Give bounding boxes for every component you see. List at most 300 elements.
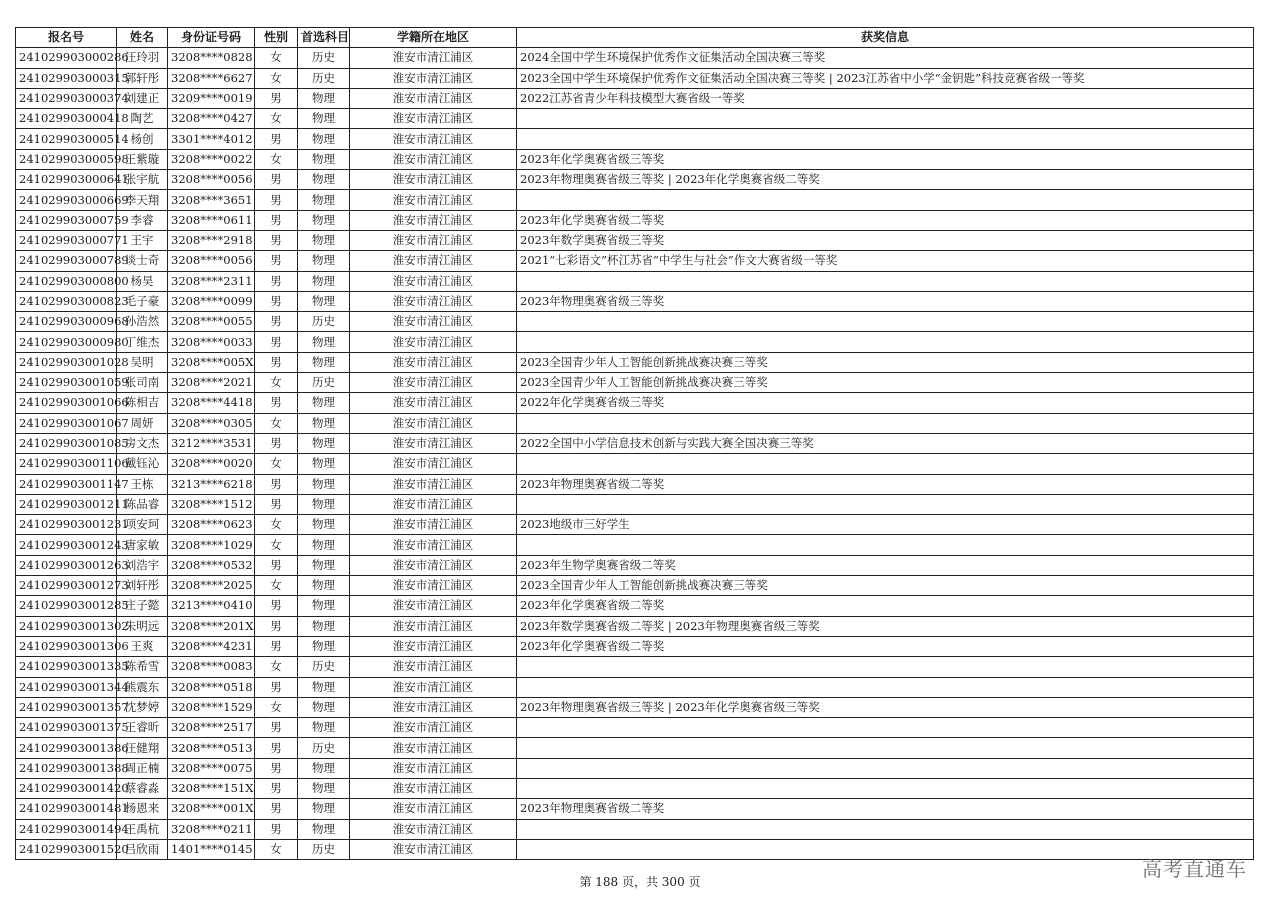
subject-cell: 物理 bbox=[298, 474, 350, 494]
registration-no-cell: 241029903000759 bbox=[16, 210, 117, 230]
gender-cell: 女 bbox=[255, 68, 298, 88]
gender-cell: 男 bbox=[255, 616, 298, 636]
id-number-cell: 3208****2311 bbox=[168, 271, 255, 291]
id-number-cell: 3208****0611 bbox=[168, 210, 255, 230]
gender-cell: 女 bbox=[255, 149, 298, 169]
name-cell: 杨昊 bbox=[117, 271, 168, 291]
column-header-registration-no: 报名号 bbox=[16, 28, 117, 48]
name-cell: 陈相吉 bbox=[117, 393, 168, 413]
region-cell: 淮安市清江浦区 bbox=[350, 494, 517, 514]
awards-cell: 2023年化学奥赛省级二等奖 bbox=[517, 596, 1254, 616]
table-row bbox=[16, 109, 1254, 129]
registration-no-cell: 241029903000374 bbox=[16, 88, 117, 108]
table-row bbox=[16, 819, 1254, 839]
name-cell: 陶艺 bbox=[117, 109, 168, 129]
name-cell: 刘浩宇 bbox=[117, 555, 168, 575]
registration-no-cell: 241029903000514 bbox=[16, 129, 117, 149]
id-number-cell: 3208****0211 bbox=[168, 819, 255, 839]
watermark-text: 高考直通车 bbox=[1142, 857, 1247, 881]
awards-cell bbox=[517, 109, 1254, 129]
registration-no-cell: 241029903001211 bbox=[16, 494, 117, 514]
subject-cell: 物理 bbox=[298, 88, 350, 108]
subject-cell: 物理 bbox=[298, 677, 350, 697]
id-number-cell: 3208****0518 bbox=[168, 677, 255, 697]
name-cell: 陈希雪 bbox=[117, 657, 168, 677]
subject-cell: 历史 bbox=[298, 839, 350, 859]
region-cell: 淮安市清江浦区 bbox=[350, 433, 517, 453]
name-cell: 吴明 bbox=[117, 352, 168, 372]
region-cell: 淮安市清江浦区 bbox=[350, 332, 517, 352]
table-row bbox=[16, 433, 1254, 453]
subject-cell: 物理 bbox=[298, 210, 350, 230]
subject-cell: 历史 bbox=[298, 373, 350, 393]
subject-cell: 物理 bbox=[298, 758, 350, 778]
awards-cell: 2023全国青少年人工智能创新挑战赛决赛三等奖 bbox=[517, 352, 1254, 372]
gender-cell: 男 bbox=[255, 778, 298, 798]
subject-cell: 物理 bbox=[298, 251, 350, 271]
name-cell: 王禹杭 bbox=[117, 819, 168, 839]
awards-cell: 2023年物理奥赛省级三等奖 | 2023年化学奥赛省级三等奖 bbox=[517, 697, 1254, 717]
region-cell: 淮安市清江浦区 bbox=[350, 373, 517, 393]
name-cell: 沈梦婷 bbox=[117, 697, 168, 717]
awards-cell bbox=[517, 454, 1254, 474]
awards-cell: 2023年物理奥赛省级三等奖 | 2023年化学奥赛省级二等奖 bbox=[517, 170, 1254, 190]
subject-cell: 物理 bbox=[298, 129, 350, 149]
gender-cell: 男 bbox=[255, 210, 298, 230]
table-row bbox=[16, 271, 1254, 291]
name-cell: 王栋 bbox=[117, 474, 168, 494]
awards-cell bbox=[517, 758, 1254, 778]
column-header-id-number: 身份证号码 bbox=[168, 28, 255, 48]
id-number-cell: 3208****151X bbox=[168, 778, 255, 798]
table-row bbox=[16, 596, 1254, 616]
name-cell: 项安珂 bbox=[117, 515, 168, 535]
gender-cell: 男 bbox=[255, 332, 298, 352]
admission-table bbox=[15, 27, 1254, 860]
region-cell: 淮安市清江浦区 bbox=[350, 576, 517, 596]
awards-cell: 2024全国中学生环境保护优秀作文征集活动全国决赛三等奖 bbox=[517, 48, 1254, 68]
name-cell: 房文杰 bbox=[117, 433, 168, 453]
table-row bbox=[16, 48, 1254, 68]
subject-cell: 历史 bbox=[298, 48, 350, 68]
subject-cell: 物理 bbox=[298, 149, 350, 169]
region-cell: 淮安市清江浦区 bbox=[350, 291, 517, 311]
region-cell: 淮安市清江浦区 bbox=[350, 312, 517, 332]
table-row bbox=[16, 677, 1254, 697]
region-cell: 淮安市清江浦区 bbox=[350, 129, 517, 149]
registration-no-cell: 241029903001147 bbox=[16, 474, 117, 494]
gender-cell: 女 bbox=[255, 109, 298, 129]
column-header-gender: 性别 bbox=[255, 28, 298, 48]
registration-no-cell: 241029903001344 bbox=[16, 677, 117, 697]
awards-cell bbox=[517, 778, 1254, 798]
registration-no-cell: 241029903001273 bbox=[16, 576, 117, 596]
awards-cell: 2023全国青少年人工智能创新挑战赛决赛三等奖 bbox=[517, 576, 1254, 596]
subject-cell: 历史 bbox=[298, 738, 350, 758]
table-row bbox=[16, 839, 1254, 859]
region-cell: 淮安市清江浦区 bbox=[350, 819, 517, 839]
table-row bbox=[16, 129, 1254, 149]
id-number-cell: 3208****001X bbox=[168, 799, 255, 819]
table-row bbox=[16, 697, 1254, 717]
awards-cell: 2021“七彩语文”杯江苏省“中学生与社会”作文大赛省级一等奖 bbox=[517, 251, 1254, 271]
table-row bbox=[16, 738, 1254, 758]
registration-no-cell: 241029903000800 bbox=[16, 271, 117, 291]
table-row bbox=[16, 515, 1254, 535]
table-row bbox=[16, 494, 1254, 514]
subject-cell: 物理 bbox=[298, 515, 350, 535]
gender-cell: 女 bbox=[255, 413, 298, 433]
page-footer: 第 188 页，共 300 页 bbox=[579, 875, 701, 889]
region-cell: 淮安市清江浦区 bbox=[350, 230, 517, 250]
table-row bbox=[16, 393, 1254, 413]
region-cell: 淮安市清江浦区 bbox=[350, 677, 517, 697]
id-number-cell: 3208****2021 bbox=[168, 373, 255, 393]
table-row bbox=[16, 636, 1254, 656]
name-cell: 李天翔 bbox=[117, 190, 168, 210]
region-cell: 淮安市清江浦区 bbox=[350, 718, 517, 738]
table-row bbox=[16, 555, 1254, 575]
table-row bbox=[16, 718, 1254, 738]
id-number-cell: 3208****0828 bbox=[168, 48, 255, 68]
subject-cell: 物理 bbox=[298, 454, 350, 474]
id-number-cell: 3208****0099 bbox=[168, 291, 255, 311]
gender-cell: 男 bbox=[255, 819, 298, 839]
region-cell: 淮安市清江浦区 bbox=[350, 210, 517, 230]
name-cell: 吕欣雨 bbox=[117, 839, 168, 859]
name-cell: 杨恩来 bbox=[117, 799, 168, 819]
gender-cell: 女 bbox=[255, 454, 298, 474]
name-cell: 朱明远 bbox=[117, 616, 168, 636]
subject-cell: 物理 bbox=[298, 616, 350, 636]
id-number-cell: 3208****0020 bbox=[168, 454, 255, 474]
name-cell: 张宇航 bbox=[117, 170, 168, 190]
subject-cell: 物理 bbox=[298, 393, 350, 413]
region-cell: 淮安市清江浦区 bbox=[350, 474, 517, 494]
id-number-cell: 3212****3531 bbox=[168, 433, 255, 453]
awards-cell: 2022江苏省青少年科技模型大赛省级一等奖 bbox=[517, 88, 1254, 108]
name-cell: 唐家敏 bbox=[117, 535, 168, 555]
id-number-cell: 3208****3651 bbox=[168, 190, 255, 210]
region-cell: 淮安市清江浦区 bbox=[350, 616, 517, 636]
name-cell: 庄子懿 bbox=[117, 596, 168, 616]
awards-cell: 2022年化学奥赛省级三等奖 bbox=[517, 393, 1254, 413]
region-cell: 淮安市清江浦区 bbox=[350, 839, 517, 859]
gender-cell: 男 bbox=[255, 758, 298, 778]
id-number-cell: 3208****2517 bbox=[168, 718, 255, 738]
region-cell: 淮安市清江浦区 bbox=[350, 778, 517, 798]
gender-cell: 男 bbox=[255, 170, 298, 190]
registration-no-cell: 241029903000823 bbox=[16, 291, 117, 311]
registration-no-cell: 241029903000315 bbox=[16, 68, 117, 88]
gender-cell: 男 bbox=[255, 433, 298, 453]
registration-no-cell: 241029903001306 bbox=[16, 636, 117, 656]
region-cell: 淮安市清江浦区 bbox=[350, 799, 517, 819]
id-number-cell: 3208****0623 bbox=[168, 515, 255, 535]
subject-cell: 历史 bbox=[298, 68, 350, 88]
registration-no-cell: 241029903001420 bbox=[16, 778, 117, 798]
gender-cell: 男 bbox=[255, 718, 298, 738]
registration-no-cell: 241029903001386 bbox=[16, 738, 117, 758]
subject-cell: 物理 bbox=[298, 819, 350, 839]
id-number-cell: 3208****0022 bbox=[168, 149, 255, 169]
awards-cell bbox=[517, 535, 1254, 555]
id-number-cell: 3208****6627 bbox=[168, 68, 255, 88]
registration-no-cell: 241029903001243 bbox=[16, 535, 117, 555]
name-cell: 王睿昕 bbox=[117, 718, 168, 738]
region-cell: 淮安市清江浦区 bbox=[350, 170, 517, 190]
subject-cell: 物理 bbox=[298, 109, 350, 129]
name-cell: 丁维杰 bbox=[117, 332, 168, 352]
region-cell: 淮安市清江浦区 bbox=[350, 758, 517, 778]
name-cell: 毛子豪 bbox=[117, 291, 168, 311]
table-row bbox=[16, 373, 1254, 393]
table-row bbox=[16, 778, 1254, 798]
subject-cell: 物理 bbox=[298, 271, 350, 291]
gender-cell: 女 bbox=[255, 535, 298, 555]
table-row bbox=[16, 576, 1254, 596]
awards-cell bbox=[517, 657, 1254, 677]
table-row bbox=[16, 230, 1254, 250]
name-cell: 周妍 bbox=[117, 413, 168, 433]
name-cell: 张司南 bbox=[117, 373, 168, 393]
gender-cell: 女 bbox=[255, 515, 298, 535]
registration-no-cell: 241029903001481 bbox=[16, 799, 117, 819]
registration-no-cell: 241029903000418 bbox=[16, 109, 117, 129]
name-cell: 郭轩彤 bbox=[117, 68, 168, 88]
region-cell: 淮安市清江浦区 bbox=[350, 555, 517, 575]
region-cell: 淮安市清江浦区 bbox=[350, 454, 517, 474]
region-cell: 淮安市清江浦区 bbox=[350, 251, 517, 271]
region-cell: 淮安市清江浦区 bbox=[350, 352, 517, 372]
gender-cell: 男 bbox=[255, 555, 298, 575]
gender-cell: 女 bbox=[255, 48, 298, 68]
id-number-cell: 3208****0055 bbox=[168, 312, 255, 332]
region-cell: 淮安市清江浦区 bbox=[350, 88, 517, 108]
gender-cell: 男 bbox=[255, 596, 298, 616]
awards-cell: 2023年物理奥赛省级二等奖 bbox=[517, 799, 1254, 819]
name-cell: 汪玲羽 bbox=[117, 48, 168, 68]
gender-cell: 男 bbox=[255, 271, 298, 291]
awards-cell bbox=[517, 332, 1254, 352]
name-cell: 王紫璇 bbox=[117, 149, 168, 169]
awards-cell: 2023全国中学生环境保护优秀作文征集活动全国决赛三等奖 | 2023江苏省中小学“金钥匙”科技竞赛省级一等奖 bbox=[517, 68, 1254, 88]
id-number-cell: 3301****4012 bbox=[168, 129, 255, 149]
awards-cell: 2023年数学奥赛省级二等奖 | 2023年物理奥赛省级三等奖 bbox=[517, 616, 1254, 636]
registration-no-cell: 241029903000968 bbox=[16, 312, 117, 332]
subject-cell: 物理 bbox=[298, 596, 350, 616]
table-row bbox=[16, 454, 1254, 474]
id-number-cell: 3208****1529 bbox=[168, 697, 255, 717]
region-cell: 淮安市清江浦区 bbox=[350, 697, 517, 717]
registration-no-cell: 241029903001059 bbox=[16, 373, 117, 393]
table-row bbox=[16, 251, 1254, 271]
name-cell: 王爽 bbox=[117, 636, 168, 656]
id-number-cell: 3208****4231 bbox=[168, 636, 255, 656]
table-row bbox=[16, 474, 1254, 494]
name-cell: 杨创 bbox=[117, 129, 168, 149]
registration-no-cell: 241029903001066 bbox=[16, 393, 117, 413]
gender-cell: 男 bbox=[255, 88, 298, 108]
registration-no-cell: 241029903001388 bbox=[16, 758, 117, 778]
awards-cell: 2023年数学奥赛省级三等奖 bbox=[517, 230, 1254, 250]
subject-cell: 物理 bbox=[298, 697, 350, 717]
table-row bbox=[16, 352, 1254, 372]
region-cell: 淮安市清江浦区 bbox=[350, 636, 517, 656]
gender-cell: 男 bbox=[255, 636, 298, 656]
id-number-cell: 3208****4418 bbox=[168, 393, 255, 413]
awards-cell: 2023年化学奥赛省级三等奖 bbox=[517, 149, 1254, 169]
awards-cell: 2023年化学奥赛省级二等奖 bbox=[517, 636, 1254, 656]
id-number-cell: 3208****0056 bbox=[168, 170, 255, 190]
awards-cell: 2023全国青少年人工智能创新挑战赛决赛三等奖 bbox=[517, 373, 1254, 393]
registration-no-cell: 241029903001067 bbox=[16, 413, 117, 433]
registration-no-cell: 241029903000980 bbox=[16, 332, 117, 352]
id-number-cell: 3208****005X bbox=[168, 352, 255, 372]
registration-no-cell: 241029903001335 bbox=[16, 657, 117, 677]
table-row bbox=[16, 312, 1254, 332]
subject-cell: 物理 bbox=[298, 535, 350, 555]
gender-cell: 男 bbox=[255, 352, 298, 372]
awards-cell bbox=[517, 819, 1254, 839]
region-cell: 淮安市清江浦区 bbox=[350, 393, 517, 413]
registration-no-cell: 241029903000771 bbox=[16, 230, 117, 250]
table-row bbox=[16, 291, 1254, 311]
awards-cell bbox=[517, 129, 1254, 149]
id-number-cell: 3209****0019 bbox=[168, 88, 255, 108]
gender-cell: 男 bbox=[255, 799, 298, 819]
id-number-cell: 3208****1512 bbox=[168, 494, 255, 514]
awards-cell bbox=[517, 271, 1254, 291]
awards-cell: 2022全国中小学信息技术创新与实践大赛全国决赛三等奖 bbox=[517, 433, 1254, 453]
registration-no-cell: 241029903001375 bbox=[16, 718, 117, 738]
id-number-cell: 3208****0033 bbox=[168, 332, 255, 352]
awards-cell: 2023年生物学奥赛省级二等奖 bbox=[517, 555, 1254, 575]
table-row bbox=[16, 413, 1254, 433]
table-row bbox=[16, 88, 1254, 108]
gender-cell: 男 bbox=[255, 393, 298, 413]
table-row bbox=[16, 68, 1254, 88]
name-cell: 刘轩彤 bbox=[117, 576, 168, 596]
gender-cell: 男 bbox=[255, 312, 298, 332]
region-cell: 淮安市清江浦区 bbox=[350, 48, 517, 68]
registration-no-cell: 241029903001302 bbox=[16, 616, 117, 636]
subject-cell: 物理 bbox=[298, 332, 350, 352]
gender-cell: 女 bbox=[255, 697, 298, 717]
name-cell: 谈士奇 bbox=[117, 251, 168, 271]
awards-cell bbox=[517, 738, 1254, 758]
table-row bbox=[16, 535, 1254, 555]
column-header-subject: 首选科目 bbox=[298, 28, 350, 48]
awards-cell: 2023年物理奥赛省级三等奖 bbox=[517, 291, 1254, 311]
registration-no-cell: 241029903001494 bbox=[16, 819, 117, 839]
subject-cell: 物理 bbox=[298, 352, 350, 372]
registration-no-cell: 241029903001085 bbox=[16, 433, 117, 453]
subject-cell: 物理 bbox=[298, 576, 350, 596]
region-cell: 淮安市清江浦区 bbox=[350, 68, 517, 88]
id-number-cell: 1401****0145 bbox=[168, 839, 255, 859]
awards-cell bbox=[517, 718, 1254, 738]
id-number-cell: 3208****0056 bbox=[168, 251, 255, 271]
subject-cell: 物理 bbox=[298, 555, 350, 575]
gender-cell: 男 bbox=[255, 738, 298, 758]
gender-cell: 女 bbox=[255, 373, 298, 393]
name-cell: 蔡睿淼 bbox=[117, 778, 168, 798]
table-row bbox=[16, 210, 1254, 230]
awards-cell: 2023年物理奥赛省级二等奖 bbox=[517, 474, 1254, 494]
subject-cell: 物理 bbox=[298, 636, 350, 656]
gender-cell: 男 bbox=[255, 474, 298, 494]
subject-cell: 物理 bbox=[298, 494, 350, 514]
registration-no-cell: 241029903001520 bbox=[16, 839, 117, 859]
subject-cell: 物理 bbox=[298, 170, 350, 190]
awards-cell: 2023地级市三好学生 bbox=[517, 515, 1254, 535]
awards-cell bbox=[517, 190, 1254, 210]
name-cell: 熊震东 bbox=[117, 677, 168, 697]
registration-no-cell: 241029903000789 bbox=[16, 251, 117, 271]
region-cell: 淮安市清江浦区 bbox=[350, 657, 517, 677]
gender-cell: 女 bbox=[255, 839, 298, 859]
name-cell: 刘建正 bbox=[117, 88, 168, 108]
id-number-cell: 3208****0305 bbox=[168, 413, 255, 433]
id-number-cell: 3208****0075 bbox=[168, 758, 255, 778]
column-header-region: 学籍所在地区 bbox=[350, 28, 517, 48]
name-cell: 陈品睿 bbox=[117, 494, 168, 514]
region-cell: 淮安市清江浦区 bbox=[350, 596, 517, 616]
name-cell: 王宇 bbox=[117, 230, 168, 250]
awards-cell: 2023年化学奥赛省级二等奖 bbox=[517, 210, 1254, 230]
subject-cell: 物理 bbox=[298, 291, 350, 311]
name-cell: 李睿 bbox=[117, 210, 168, 230]
name-cell: 孙浩然 bbox=[117, 312, 168, 332]
column-header-name: 姓名 bbox=[117, 28, 168, 48]
awards-cell bbox=[517, 677, 1254, 697]
id-number-cell: 3208****2025 bbox=[168, 576, 255, 596]
gender-cell: 男 bbox=[255, 677, 298, 697]
table-row bbox=[16, 149, 1254, 169]
id-number-cell: 3213****0410 bbox=[168, 596, 255, 616]
region-cell: 淮安市清江浦区 bbox=[350, 535, 517, 555]
region-cell: 淮安市清江浦区 bbox=[350, 149, 517, 169]
registration-no-cell: 241029903000669 bbox=[16, 190, 117, 210]
table-row bbox=[16, 616, 1254, 636]
subject-cell: 历史 bbox=[298, 312, 350, 332]
subject-cell: 历史 bbox=[298, 657, 350, 677]
gender-cell: 男 bbox=[255, 494, 298, 514]
table-row bbox=[16, 332, 1254, 352]
registration-no-cell: 241029903001357 bbox=[16, 697, 117, 717]
subject-cell: 物理 bbox=[298, 230, 350, 250]
awards-cell bbox=[517, 413, 1254, 433]
id-number-cell: 3213****6218 bbox=[168, 474, 255, 494]
id-number-cell: 3208****1029 bbox=[168, 535, 255, 555]
gender-cell: 男 bbox=[255, 190, 298, 210]
table-row bbox=[16, 170, 1254, 190]
id-number-cell: 3208****201X bbox=[168, 616, 255, 636]
subject-cell: 物理 bbox=[298, 799, 350, 819]
gender-cell: 女 bbox=[255, 657, 298, 677]
region-cell: 淮安市清江浦区 bbox=[350, 413, 517, 433]
id-number-cell: 3208****0427 bbox=[168, 109, 255, 129]
region-cell: 淮安市清江浦区 bbox=[350, 738, 517, 758]
region-cell: 淮安市清江浦区 bbox=[350, 515, 517, 535]
region-cell: 淮安市清江浦区 bbox=[350, 109, 517, 129]
subject-cell: 物理 bbox=[298, 190, 350, 210]
subject-cell: 物理 bbox=[298, 778, 350, 798]
id-number-cell: 3208****0532 bbox=[168, 555, 255, 575]
gender-cell: 男 bbox=[255, 251, 298, 271]
awards-cell bbox=[517, 494, 1254, 514]
